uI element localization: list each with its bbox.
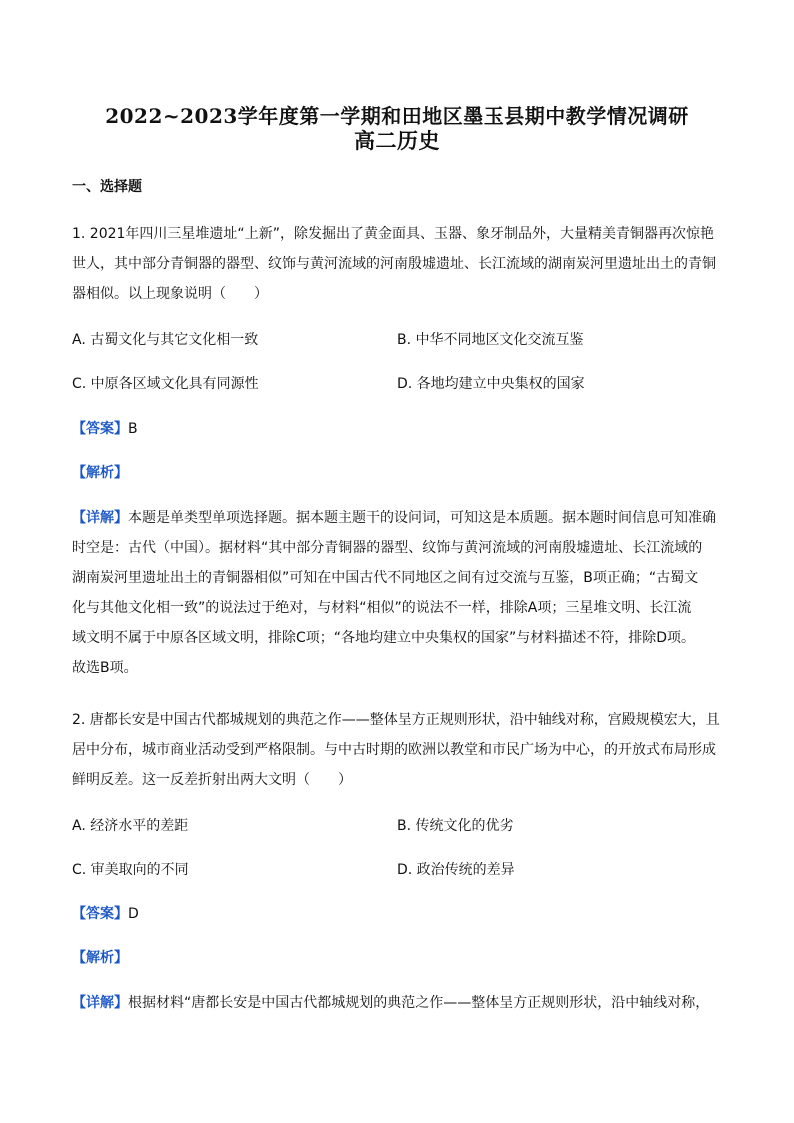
analysis-tag: 【解析】 <box>72 465 128 481</box>
question-2-detail <box>72 988 722 1018</box>
question-2-option-c: C. 审美取向的不同 <box>72 862 189 878</box>
detail-tag: 【详解】 <box>72 510 128 526</box>
detail-tag: 【详解】 <box>72 995 128 1011</box>
detail-line: 时空是：古代（中国）。据材料“其中部分青铜器的器型、纹饰与黄河流域的河南殷墟遗址、长江流域的 <box>72 540 703 556</box>
section-heading: 一、选择题 <box>72 179 142 195</box>
document-subtitle: 高二历史 <box>354 128 440 153</box>
question-2-option-b: B. 传统文化的优劣 <box>397 818 514 834</box>
answer-tag: 【答案】 <box>72 906 128 922</box>
analysis-tag: 【解析】 <box>72 950 128 966</box>
answer-value: B <box>128 421 138 437</box>
question-1-line: 器相似。以上现象说明（ ） <box>72 286 268 302</box>
question-2-analysis-heading <box>72 947 128 967</box>
detail-line: 根据材料“唐都长安是中国古代都城规划的典范之作——整体呈方正规则形状，沿中轴线对称， <box>128 995 710 1011</box>
question-1-line: 1. 2021年四川三星堆遗址“上新”，除发掘出了黄金面具、玉器、象牙制品外，大量精美青铜器再次惊艳 <box>72 226 714 242</box>
question-2-option-d: D. 政治传统的差异 <box>397 862 515 878</box>
question-1-option-c: C. 中原各区域文化具有同源性 <box>72 376 259 392</box>
detail-line: 故选B项。 <box>72 660 138 676</box>
question-1-line: 世人，其中部分青铜器的器型、纹饰与黄河流域的河南殷墟遗址、长江流域的湖南炭河里遗址出土的青铜 <box>72 256 716 272</box>
detail-line: 本题是单类型单项选择题。据本题主题干的设问词，可知这是本质题。据本题时间信息可知准确 <box>128 510 716 526</box>
question-1-detail <box>72 503 722 683</box>
question-2-line: 2. 唐都长安是中国古代都城规划的典范之作——整体呈方正规则形状，沿中轴线对称，宫殿规模宏大，且 <box>72 712 720 728</box>
question-1-option-d: D. 各地均建立中央集权的国家 <box>397 376 585 392</box>
detail-line: 域文明不属于中原各区域文明，排除C项；“各地均建立中央集权的国家”与材料描述不符，排除D项。 <box>72 630 696 646</box>
answer-value: D <box>128 906 139 922</box>
question-2-stem <box>72 705 722 795</box>
question-1-option-b: B. 中华不同地区文化交流互鉴 <box>397 332 584 348</box>
detail-line: 化与其他文化相一致”的说法过于绝对，与材料“相似”的说法不一样，排除A项；三星堆文明、长江流 <box>72 600 692 616</box>
question-1-stem <box>72 219 722 309</box>
detail-line: 湖南炭河里遗址出土的青铜器相似”可知在中国古代不同地区之间有过交流与互鉴，B项正确；“古蜀文 <box>72 570 699 586</box>
question-1-analysis-heading <box>72 462 128 482</box>
question-1-option-a: A. 古蜀文化与其它文化相一致 <box>72 332 259 348</box>
question-1-answer <box>72 418 138 438</box>
question-2-line: 居中分布，城市商业活动受到严格限制。与中古时期的欧洲以教堂和市民广场为中心，的开放式布局形成 <box>72 742 716 758</box>
question-2-option-a: A. 经济水平的差距 <box>72 818 189 834</box>
document-title: 2022~2023学年度第一学期和田地区墨玉县期中教学情况调研 <box>105 104 689 128</box>
answer-tag: 【答案】 <box>72 421 128 437</box>
question-2-answer <box>72 903 139 923</box>
question-2-line: 鲜明反差。这一反差折射出两大文明（ ） <box>72 772 352 788</box>
